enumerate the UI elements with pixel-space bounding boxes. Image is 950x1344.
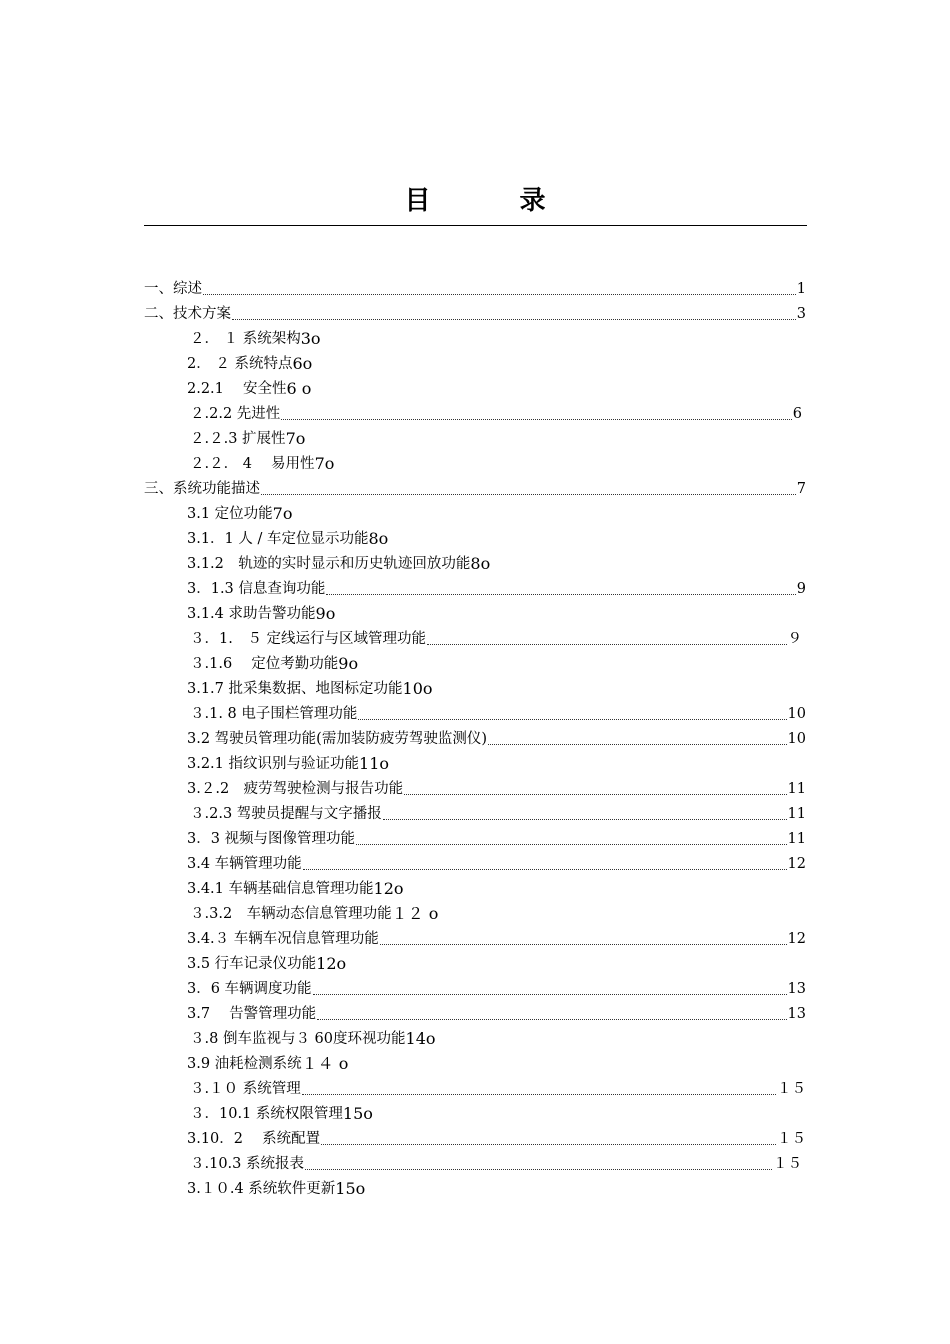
toc-entry-page: 15o (342, 1104, 373, 1123)
toc-entry[interactable] (144, 279, 806, 299)
toc-entry-label: ２.2.2 先进性 (190, 406, 281, 422)
toc-entry-label: 3.1 定位功能 (187, 506, 273, 522)
toc-entry[interactable] (187, 1179, 365, 1199)
toc-entry-page: 11 (787, 806, 806, 822)
toc-entry[interactable] (187, 754, 389, 774)
toc-entry[interactable] (187, 529, 388, 549)
toc-entry-page: １５ (777, 1131, 806, 1147)
toc-leader (303, 855, 787, 870)
toc-entry-label: ３.１０ 系统管理 (190, 1081, 301, 1097)
toc-entry[interactable] (190, 329, 321, 349)
toc-entry-label: 3.２.2 疲劳驾驶检测与报告功能 (187, 781, 404, 797)
toc-entry[interactable] (187, 779, 806, 799)
toc-entry-page: 3 (796, 306, 806, 322)
toc-entry[interactable] (187, 604, 335, 624)
toc-leader (281, 405, 791, 420)
toc-entry[interactable] (187, 1004, 806, 1024)
toc-entry-label: 3.2 驾驶员管理功能(需加装防疲劳驾驶监测仪) (187, 731, 487, 747)
toc-entry-page: 8o (470, 554, 491, 573)
toc-leader (356, 830, 786, 845)
toc-entry-label: ２． １ 系统架构 (190, 331, 301, 347)
toc-leader (326, 580, 795, 595)
toc-entry[interactable] (187, 354, 312, 374)
toc-entry[interactable] (187, 979, 806, 999)
toc-leader (488, 730, 787, 745)
toc-entry-page: 13 (787, 981, 806, 997)
toc-entry[interactable] (190, 1079, 806, 1099)
page-title: 目 录 (404, 186, 586, 216)
toc-entry-label: 3.1.4 求助告警功能 (187, 606, 316, 622)
toc-entry-page: 11o (359, 754, 390, 773)
toc-entry[interactable] (144, 479, 806, 499)
toc-entry-label: ３.3.2 车辆动态信息管理功能 (190, 906, 392, 922)
toc-entry-label: 3．3 视频与图像管理功能 (187, 831, 356, 847)
toc-entry-page: 12o (316, 954, 347, 973)
toc-leader (427, 630, 787, 645)
toc-entry-page: 7o (272, 504, 293, 523)
toc-entry-page: １５ (773, 1156, 802, 1172)
toc-entry[interactable] (190, 1104, 373, 1124)
toc-entry-page: 6o (292, 354, 313, 373)
toc-entry-page: 12o (373, 879, 404, 898)
toc-entry-label: ３.8 倒车监视与３ 60度环视功能 (190, 1031, 406, 1047)
toc-entry[interactable] (190, 629, 802, 649)
toc-entry-label: 3.2.1 指纹识别与验证功能 (187, 756, 360, 772)
toc-entry[interactable] (190, 404, 802, 424)
toc-entry[interactable] (187, 504, 292, 524)
toc-entry-page: 3o (300, 329, 321, 348)
toc-entry[interactable] (187, 679, 433, 699)
toc-entry[interactable] (187, 954, 346, 974)
toc-entry-page: 9 (796, 581, 806, 597)
toc-leader (261, 480, 796, 495)
toc-entry-label: 3.10．2 系统配置 (187, 1131, 321, 1147)
toc-entry-page: 11 (787, 831, 806, 847)
toc-entry-page: 7o (314, 454, 335, 473)
toc-leader (358, 705, 786, 720)
toc-entry[interactable] (187, 879, 404, 899)
toc-leader (313, 980, 787, 995)
toc-leader (321, 1130, 776, 1145)
toc-entry[interactable] (187, 554, 490, 574)
toc-entry[interactable] (187, 929, 806, 949)
toc-entry-page: 10 (787, 731, 806, 747)
toc-leader (383, 805, 787, 820)
toc-entry-page: 12 (787, 931, 806, 947)
toc-entry-label: 二、技术方案 (144, 306, 231, 322)
toc-entry[interactable] (187, 829, 806, 849)
toc-leader (305, 1155, 772, 1170)
toc-entry[interactable] (190, 654, 358, 674)
toc-entry-page: 1 (796, 281, 806, 297)
toc-entry-label: ３．1. ５ 定线运行与区域管理功能 (190, 631, 426, 647)
toc-entry-label: 3.9 油耗检测系统 (187, 1056, 302, 1072)
toc-entry[interactable] (190, 1154, 802, 1174)
toc-entry-label: 2.2.1 安全性 (187, 381, 287, 397)
toc-entry-page: 7o (285, 429, 306, 448)
toc-entry-page: 12 (787, 856, 806, 872)
toc-entry[interactable] (187, 379, 311, 399)
toc-entry[interactable] (190, 704, 806, 724)
toc-entry-page: １４ o (301, 1054, 349, 1073)
toc-entry-page: 6 o (286, 379, 312, 398)
toc-entry-label: 三、系统功能描述 (144, 481, 260, 497)
toc-entry-label: 3.5 行车记录仪功能 (187, 956, 317, 972)
toc-entry-label: ２.２.3 扩展性 (190, 431, 286, 447)
toc-entry-label: 3.7 告警管理功能 (187, 1006, 317, 1022)
toc-entry-page: １５ (777, 1081, 806, 1097)
title-divider (144, 225, 807, 226)
toc-entry-page: 14o (405, 1029, 436, 1048)
toc-entry[interactable] (187, 579, 806, 599)
toc-entry-page: 9o (315, 604, 336, 623)
toc-entry-label: ３.10.3 系统报表 (190, 1156, 305, 1172)
toc-entry-label: 3.4.1 车辆基础信息管理功能 (187, 881, 374, 897)
toc-entry-label: 3．6 车辆调度功能 (187, 981, 312, 997)
toc-entry-label: ３．10.1 系统权限管理 (190, 1106, 343, 1122)
toc-entry[interactable] (187, 729, 806, 749)
toc-entry[interactable] (190, 429, 305, 449)
toc-entry-label: 3.4.３ 车辆车况信息管理功能 (187, 931, 379, 947)
toc-entry-page: 6 (792, 406, 802, 422)
toc-leader (203, 280, 796, 295)
toc-entry[interactable] (190, 1029, 436, 1049)
toc-entry-label: 3．1.3 信息查询功能 (187, 581, 326, 597)
toc-entry-label: ３.1.6 定位考勤功能 (190, 656, 339, 672)
toc-entry-page: 15o (335, 1179, 366, 1198)
toc-entry-page: 13 (787, 1006, 806, 1022)
toc-entry[interactable] (190, 804, 806, 824)
toc-entry-label: 3.1．1 人 / 车定位显示功能 (187, 531, 369, 547)
toc-entry[interactable] (187, 854, 806, 874)
toc-entry-label: ２.２． 4 易用性 (190, 456, 315, 472)
toc-leader (302, 1080, 776, 1095)
toc-entry-label: 3.1.2 轨迹的实时显示和历史轨迹回放功能 (187, 556, 471, 572)
toc-entry-page: ９ (787, 631, 802, 647)
toc-entry[interactable] (187, 1054, 348, 1074)
toc-entry[interactable] (190, 454, 334, 474)
toc-entry-page: 10o (402, 679, 433, 698)
toc-entry-page: 7 (796, 481, 806, 497)
toc-leader (317, 1005, 786, 1020)
toc-leader (232, 305, 796, 320)
toc-entry-page: １２ o (391, 904, 439, 923)
toc-entry-label: 2． ２ 系统特点 (187, 356, 293, 372)
toc-entry-label: ３.2.3 驾驶员提醒与文字播报 (190, 806, 382, 822)
toc-entry[interactable] (190, 904, 438, 924)
toc-entry[interactable] (187, 1129, 806, 1149)
toc-entry-page: 10 (787, 706, 806, 722)
toc-leader (380, 930, 787, 945)
toc-entry-label: ３.1. 8 电子围栏管理功能 (190, 706, 358, 722)
toc-entry-page: 8o (368, 529, 389, 548)
toc-entry-label: 3.１０.4 系统软件更新 (187, 1181, 336, 1197)
toc-entry-page: 9o (338, 654, 359, 673)
toc-entry-label: 3.1.7 批采集数据、地图标定功能 (187, 681, 403, 697)
toc-entry-page: 11 (787, 781, 806, 797)
toc-leader (404, 780, 786, 795)
toc-entry-label: 3.4 车辆管理功能 (187, 856, 302, 872)
toc-entry[interactable] (144, 304, 806, 324)
toc-entry-label: 一、综述 (144, 281, 202, 297)
